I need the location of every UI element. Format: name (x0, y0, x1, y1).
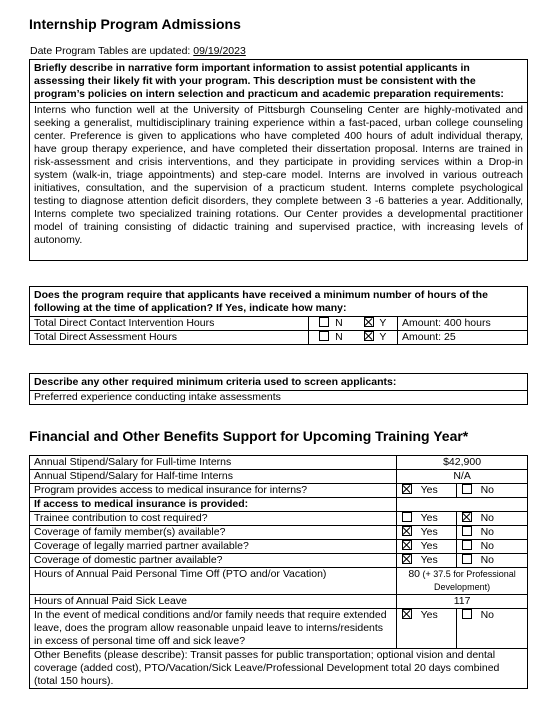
unpaid-leave-row (30, 609, 528, 649)
sick-row (30, 595, 528, 609)
checkbox-yes[interactable] (402, 609, 412, 619)
checkbox-y[interactable] (364, 331, 374, 341)
yesno-row (30, 512, 528, 526)
narrative-text: Interns who function well at the University of Pittsburgh Counseling Center are highly-motivated and seeking a generalist, multidisciplinary training experience within a fast-paced, urban college counseling center. Preference is given to applications who have completed 400 hours of adult individual therapy, have group therapy experience, and have completed their dissertation proposal. Interns are trained in risk-assessment and crisis interventions, and they participate in providing services within a Drop-in system (walk-in, triage appointments) and step-care model. Interns are involved in various outreach initiatives, consultation, and the supervision of a practicum student. Interns complete psychological testing to diagnose attention deficit disorders, they complete between 3 -6 batteries a year. Additionally, Interns complete two specialized training rotations. Our Center provides a developmental practitioner model of training consisting of didactic training and supervised practice, with increasing levels of autonomy. (30, 103, 528, 261)
checkbox-no[interactable] (462, 526, 472, 536)
checkbox-n[interactable] (319, 317, 329, 327)
pto-value: 80 (408, 568, 420, 580)
stipend-half-row (30, 470, 528, 484)
yesno-label: Coverage of domestic partner available? (30, 554, 397, 568)
hours-row-n (309, 317, 354, 331)
sick-label: Hours of Annual Paid Sick Leave (30, 595, 397, 609)
other-benefits-row (30, 649, 528, 689)
no-label: No (477, 609, 528, 649)
stipend-full-value: $42,900 (397, 456, 528, 470)
date-updated-line (30, 45, 246, 57)
criteria-question: Describe any other required minimum criteria used to screen applicants: (30, 374, 528, 391)
date-updated-label: Date Program Tables are updated: (30, 45, 194, 57)
if-access-row (30, 498, 528, 512)
y-label: Y (379, 317, 387, 329)
hours-row-amount: Amount: 25 (398, 331, 528, 345)
medical-access-label: Program provides access to medical insurance for interns? (30, 484, 397, 498)
no-label: No (477, 554, 528, 568)
y-label: Y (379, 331, 387, 343)
pto-row (30, 568, 528, 595)
n-label: N (335, 331, 343, 343)
unpaid-leave-label: In the event of medical conditions and/or family needs that require extended leave, does the program allow reasonable unpaid leave to interns/residents in excess of personal time off and sick leave? (30, 609, 397, 649)
yes-label: Yes (417, 526, 457, 540)
pto-extra: (+ 37.5 for Professional Development) (420, 569, 516, 592)
financial-table (29, 455, 528, 689)
yes-label: Yes (417, 540, 457, 554)
pto-value-cell (397, 568, 528, 595)
if-access-label: If access to medical insurance is provided: (30, 498, 397, 512)
stipend-full-row (30, 456, 528, 470)
n-label: N (335, 317, 343, 329)
yes-label: Yes (417, 484, 457, 498)
yesno-row (30, 526, 528, 540)
yes-label: Yes (417, 609, 457, 649)
yesno-row (30, 554, 528, 568)
yesno-row (30, 540, 528, 554)
hours-row (30, 317, 528, 331)
hours-row-label: Total Direct Assessment Hours (30, 331, 309, 345)
yes-label: Yes (417, 512, 457, 526)
criteria-table (29, 373, 528, 405)
medical-access-row (30, 484, 528, 498)
stipend-full-label: Annual Stipend/Salary for Full-time Interns (30, 456, 397, 470)
sick-value: 117 (397, 595, 528, 609)
hours-question: Does the program require that applicants have received a minimum number of hours of the following at the time of application? If Yes, indicate how many: (30, 287, 528, 317)
other-benefits: Other Benefits (please describe): Transit passes for public transportation; optional vision and dental coverage (added cost), PTO/Vacation/Sick Leave/Professional Development total 20 days combined (total 150 hours). (30, 649, 528, 689)
section-title-admissions: Internship Program Admissions (29, 16, 241, 32)
checkbox-yes[interactable] (402, 484, 412, 494)
checkbox-no[interactable] (462, 540, 472, 550)
hours-row-n (309, 331, 354, 345)
yes-label: Yes (417, 554, 457, 568)
no-label: No (477, 526, 528, 540)
date-updated-value: 09/19/2023 (193, 45, 246, 57)
checkbox-y[interactable] (364, 317, 374, 327)
checkbox-n[interactable] (319, 331, 329, 341)
checkbox-no[interactable] (462, 609, 472, 619)
section-title-financial: Financial and Other Benefits Support for Upcoming Training Year* (29, 428, 469, 444)
checkbox-yes[interactable] (402, 540, 412, 550)
pto-label: Hours of Annual Paid Personal Time Off (PTO and/or Vacation) (30, 568, 397, 595)
hours-row (30, 331, 528, 345)
hours-table (29, 286, 528, 345)
narrative-prompt: Briefly describe in narrative form important information to assist potential applicants in assessing their likely fit with your program. This description must be consistent with the program’s policies on intern selection and practicum and academic preparation requirements: (30, 60, 528, 103)
checkbox-yes[interactable] (402, 554, 412, 564)
narrative-table (29, 59, 528, 261)
stipend-half-label: Annual Stipend/Salary for Half-time Interns (30, 470, 397, 484)
no-label: No (477, 540, 528, 554)
yesno-label: Coverage of family member(s) available? (30, 526, 397, 540)
yesno-label: Coverage of legally married partner available? (30, 540, 397, 554)
checkbox-yes[interactable] (402, 526, 412, 536)
hours-row-y (353, 331, 398, 345)
hours-row-amount: Amount: 400 hours (398, 317, 528, 331)
hours-row-y (353, 317, 398, 331)
checkbox-no[interactable] (462, 512, 472, 522)
checkbox-no[interactable] (462, 484, 472, 494)
yesno-label: Trainee contribution to cost required? (30, 512, 397, 526)
checkbox-yes[interactable] (402, 512, 412, 522)
checkbox-no[interactable] (462, 554, 472, 564)
criteria-answer: Preferred experience conducting intake assessments (30, 391, 528, 405)
no-label: No (477, 512, 528, 526)
hours-row-label: Total Direct Contact Intervention Hours (30, 317, 309, 331)
no-label: No (477, 484, 528, 498)
stipend-half-value: N/A (397, 470, 528, 484)
